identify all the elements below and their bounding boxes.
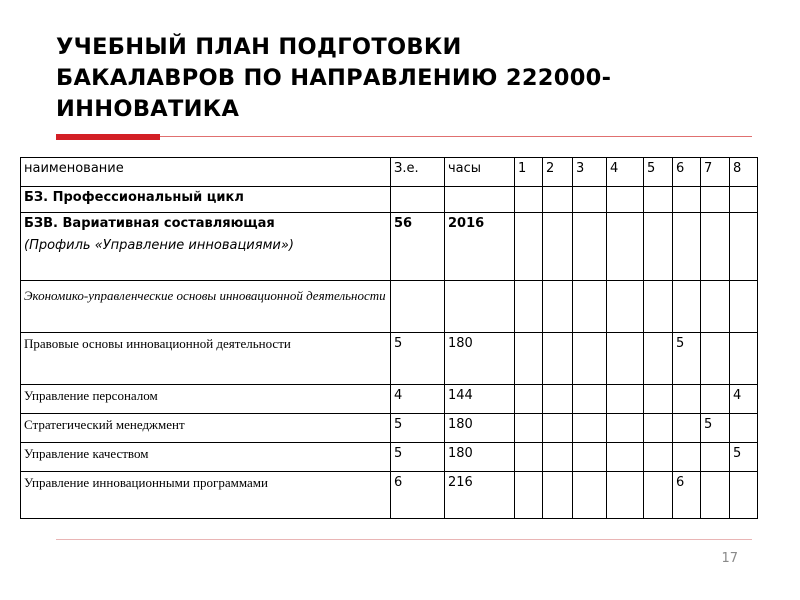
semester-cell <box>701 472 730 519</box>
discipline-ze: 5 <box>391 333 445 385</box>
header-cell: 2 <box>543 158 573 187</box>
discipline-hours: 180 <box>445 443 515 472</box>
title-line: ИННОВАТИКА <box>56 96 240 122</box>
header-cell: 1 <box>515 158 543 187</box>
semester-cell <box>515 333 543 385</box>
footer-divider-line <box>56 539 752 540</box>
semester-cell <box>730 333 758 385</box>
cycle-name: БЗ. Профессиональный цикл <box>21 187 391 213</box>
semester-cell <box>573 385 607 414</box>
semester-cell <box>573 333 607 385</box>
discipline-ze: 5 <box>391 414 445 443</box>
slide-title <box>56 32 756 125</box>
semester-cell <box>673 414 701 443</box>
header-cell: часы <box>445 158 515 187</box>
discipline-hours: 180 <box>445 333 515 385</box>
semester-cell <box>543 414 573 443</box>
semester-cell <box>730 472 758 519</box>
semester-cell <box>515 443 543 472</box>
table-row <box>21 414 758 443</box>
section-row <box>21 281 758 333</box>
semester-cell <box>644 443 673 472</box>
title-line: БАКАЛАВРОВ ПО НАПРАВЛЕНИЮ 222000- <box>56 65 612 91</box>
semester-cell <box>607 443 644 472</box>
header-cell: 3 <box>573 158 607 187</box>
semester-cell <box>730 414 758 443</box>
table-row <box>21 333 758 385</box>
semester-cell <box>543 472 573 519</box>
discipline-hours: 144 <box>445 385 515 414</box>
title-accent-bar <box>56 134 160 140</box>
semester-cell: 5 <box>673 333 701 385</box>
curriculum-table <box>20 157 758 519</box>
variative-profile: (Профиль «Управление инновациями») <box>24 238 294 253</box>
semester-cell <box>543 333 573 385</box>
page-number: 17 <box>721 551 738 566</box>
variative-name: БЗВ. Вариативная составляющая <box>24 216 275 231</box>
semester-cell <box>573 472 607 519</box>
semester-cell <box>607 385 644 414</box>
semester-cell <box>543 443 573 472</box>
semester-cell <box>644 472 673 519</box>
semester-cell <box>543 385 573 414</box>
table-header-row <box>21 158 758 187</box>
semester-cell: 5 <box>701 414 730 443</box>
title-divider-line <box>160 136 752 137</box>
semester-cell: 4 <box>730 385 758 414</box>
variative-ze: 56 <box>391 213 445 281</box>
table-row <box>21 385 758 414</box>
semester-cell <box>573 443 607 472</box>
variative-name-cell <box>21 213 391 281</box>
discipline-ze: 6 <box>391 472 445 519</box>
variative-hours: 2016 <box>445 213 515 281</box>
semester-cell <box>644 414 673 443</box>
header-cell: 8 <box>730 158 758 187</box>
discipline-ze: 5 <box>391 443 445 472</box>
semester-cell <box>673 385 701 414</box>
semester-cell <box>644 333 673 385</box>
semester-cell <box>607 414 644 443</box>
header-cell: 5 <box>644 158 673 187</box>
semester-cell: 6 <box>673 472 701 519</box>
variative-row <box>21 213 758 281</box>
semester-cell <box>515 414 543 443</box>
semester-cell <box>515 385 543 414</box>
semester-cell <box>701 443 730 472</box>
header-cell: 7 <box>701 158 730 187</box>
discipline-hours: 216 <box>445 472 515 519</box>
discipline-name: Управление инновационными программами <box>21 472 391 519</box>
table-row <box>21 443 758 472</box>
table-row <box>21 472 758 519</box>
semester-cell <box>673 443 701 472</box>
discipline-name: Управление качеством <box>21 443 391 472</box>
header-cell: 6 <box>673 158 701 187</box>
semester-cell <box>607 333 644 385</box>
semester-cell <box>701 333 730 385</box>
semester-cell <box>607 472 644 519</box>
semester-cell <box>573 414 607 443</box>
semester-cell <box>515 472 543 519</box>
semester-cell <box>701 385 730 414</box>
header-cell: наименование <box>21 158 391 187</box>
cycle-row <box>21 187 758 213</box>
header-cell: З.е. <box>391 158 445 187</box>
header-cell: 4 <box>607 158 644 187</box>
discipline-name: Стратегический менеджмент <box>21 414 391 443</box>
semester-cell <box>644 385 673 414</box>
section-name: Экономико-управленческие основы инновационной деятельности <box>21 281 391 333</box>
discipline-ze: 4 <box>391 385 445 414</box>
semester-cell: 5 <box>730 443 758 472</box>
title-line: УЧЕБНЫЙ ПЛАН ПОДГОТОВКИ <box>56 34 462 60</box>
discipline-hours: 180 <box>445 414 515 443</box>
discipline-name: Правовые основы инновационной деятельности <box>21 333 391 385</box>
discipline-name: Управление персоналом <box>21 385 391 414</box>
